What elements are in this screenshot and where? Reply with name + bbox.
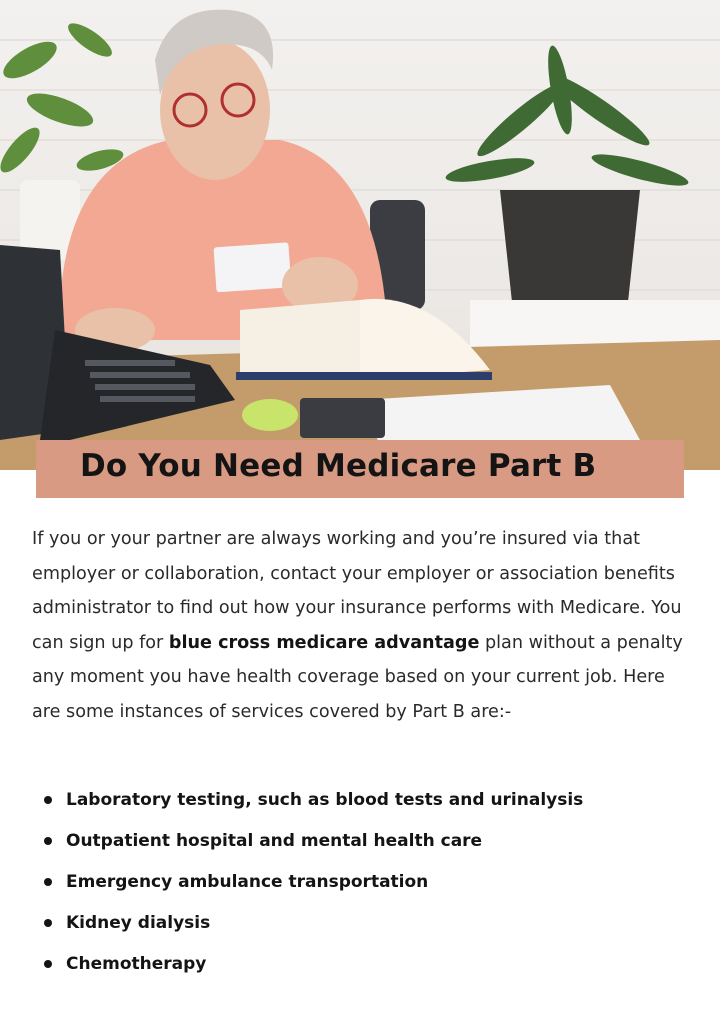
calculator: [300, 398, 385, 438]
paragraph-text-end: plan without a penalty any moment you have health coverage based on your current job. Here are some instances of services covered by Part B are:-: [32, 632, 683, 722]
list-item: Emergency ambulance transportation: [32, 864, 692, 905]
paragraph-text-start: If you or your partner are always working and you’re insured via that employer or collaboration, contact your employer or association benefits administrator to find out how your insurance performs with Medicare. You can sign up for: [32, 529, 682, 653]
intro-paragraph: [32, 522, 692, 729]
services-list: [32, 782, 692, 987]
list-item: Chemotherapy: [32, 946, 692, 987]
green-highlighter: [242, 399, 298, 431]
bullet-icon: [44, 919, 52, 927]
list-item: Outpatient hospital and mental health care: [32, 823, 692, 864]
list-item: Kidney dialysis: [32, 905, 692, 946]
notebook: [236, 299, 492, 380]
right-plant: [444, 44, 691, 192]
left-plant: [0, 18, 126, 178]
list-item: Laboratory testing, such as blood tests and urinalysis: [32, 782, 692, 823]
title-banner: [36, 440, 684, 498]
hero-photo: [0, 0, 720, 470]
bullet-icon: [44, 796, 52, 804]
bullet-icon: [44, 878, 52, 886]
bullet-icon: [44, 837, 52, 845]
emphasis-text: blue cross medicare advantage: [168, 632, 480, 653]
page-title: Do You Need Medicare Part B: [80, 448, 597, 484]
bullet-icon: [44, 960, 52, 968]
woman: [60, 10, 385, 352]
hero-illustration: [0, 0, 720, 470]
